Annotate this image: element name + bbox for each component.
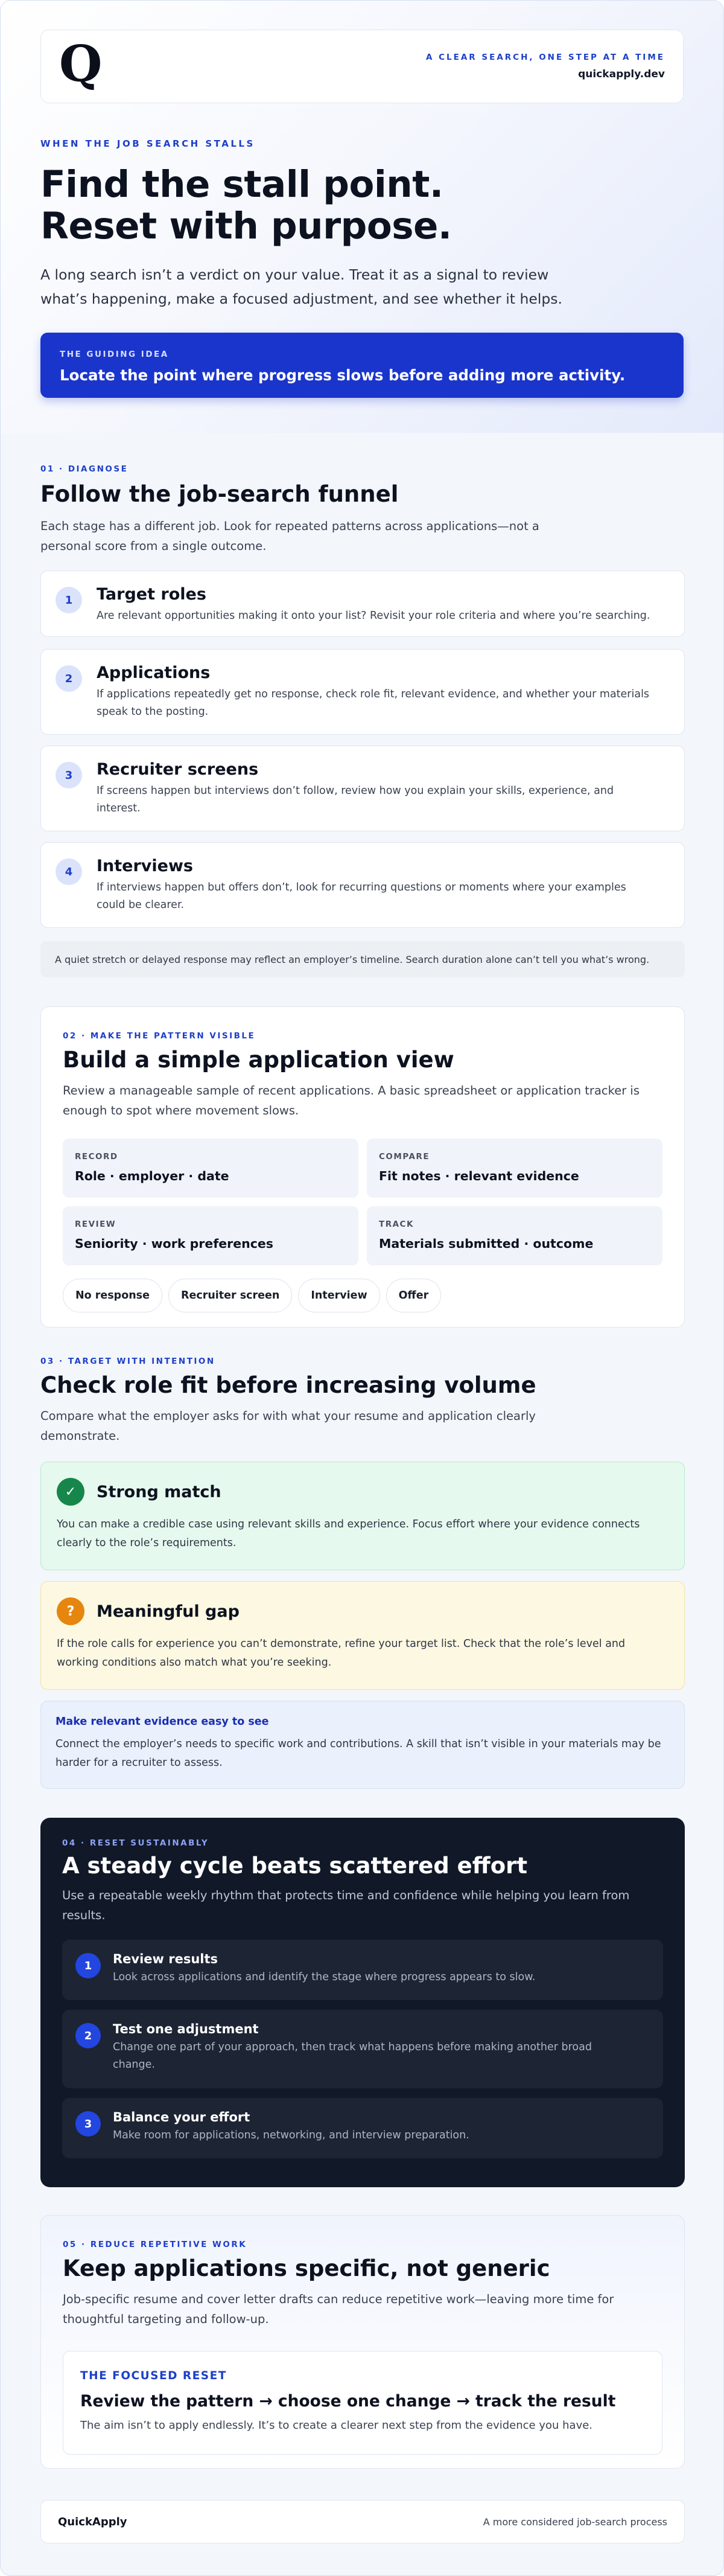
- guide-text: Locate the point where progress slows before adding more activity.: [60, 366, 626, 384]
- section-eyebrow: 04 · RESET SUSTAINABLY: [62, 1838, 209, 1848]
- title-line-1: Find the stall point.: [40, 163, 443, 206]
- meaningful-gap-card: [40, 1581, 685, 1690]
- tracker-field: [367, 1206, 662, 1265]
- step-title: Review results: [113, 1952, 218, 1966]
- funnel-stage: [40, 842, 685, 928]
- guiding-idea-banner: [40, 333, 684, 398]
- section-eyebrow: 01 · DIAGNOSE: [40, 464, 129, 474]
- field-label: REVIEW: [75, 1219, 116, 1229]
- section-intro: Job-specific resume and cover letter drafts can reduce repetitive work—leaving more time for thoughtful targeting and follow-up.: [63, 2292, 614, 2326]
- step-description: Change one part of your approach, then track what happens before making another broad change.: [113, 2041, 592, 2071]
- outcome-pill: Offer: [386, 1279, 442, 1312]
- footer-brand[interactable]: QuickApply: [58, 2515, 127, 2528]
- tracker-field: [63, 1206, 358, 1265]
- funnel-stage: [40, 570, 685, 637]
- tracker-field: [367, 1139, 662, 1198]
- funnel-stage: [40, 746, 685, 831]
- card-description: If the role calls for experience you can’t demonstrate, refine your target list. Check that the role’s level and working conditions also match what you’re seeking.: [57, 1638, 626, 1669]
- section-intro: Compare what the employer asks for with what your resume and application clearly demonstrate.: [40, 1409, 536, 1443]
- tracker-fields: [63, 1139, 662, 1265]
- logo[interactable]: Q: [59, 35, 103, 93]
- card-title: Make relevant evidence easy to see: [56, 1716, 269, 1728]
- question-icon: ?: [57, 1597, 84, 1625]
- section-eyebrow: 05 · REDUCE REPETITIVE WORK: [63, 2240, 247, 2249]
- section-title: Keep applications specific, not generic: [63, 2255, 550, 2281]
- section-eyebrow: 03 · TARGET WITH INTENTION: [40, 1357, 215, 1366]
- page-title: [40, 164, 684, 247]
- step-number: 3: [75, 2111, 101, 2137]
- step-number: 2: [75, 2023, 101, 2048]
- card-title: Strong match: [97, 1482, 221, 1501]
- funnel-stage: [40, 649, 685, 735]
- section-intro: Review a manageable sample of recent applications. A basic spreadsheet or application tracker is enough to spot where movement slows.: [63, 1084, 640, 1117]
- strong-match-card: [40, 1462, 685, 1570]
- stage-description: If screens happen but interviews don’t follow, review how you explain your skills, experience, and interest.: [97, 785, 614, 814]
- hero-eyebrow: WHEN THE JOB SEARCH STALLS: [40, 138, 255, 149]
- stage-number: 4: [56, 858, 82, 885]
- guide-label: THE GUIDING IDEA: [60, 350, 169, 359]
- cycle-step: [62, 2010, 663, 2088]
- evidence-card: [40, 1701, 685, 1789]
- hero-section: [1, 30, 723, 398]
- pattern-section: [40, 1006, 685, 1328]
- footer-tagline: A more considered job-search process: [483, 2516, 667, 2528]
- field-label: RECORD: [75, 1152, 118, 1162]
- section-title: Follow the job-search funnel: [40, 481, 399, 507]
- outcome-pills: [63, 1279, 662, 1312]
- hero-intro: A long search isn’t a verdict on your value. Treat it as a signal to review what’s happening, make a focused adjustment, and see whether it helps.: [40, 266, 562, 307]
- stage-title: Applications: [97, 663, 211, 682]
- stage-number: 3: [56, 762, 82, 788]
- stage-description: Are relevant opportunities making it onto your list? Revisit your role criteria and where you’re searching.: [97, 610, 650, 622]
- step-description: Look across applications and identify the stage where progress appears to slow.: [113, 1971, 536, 1983]
- specific-section: [40, 2215, 685, 2469]
- section-title: A steady cycle beats scattered effort: [62, 1853, 528, 1879]
- step-description: Make room for applications, networking, and interview preparation.: [113, 2129, 469, 2141]
- cycle-section: [40, 1818, 685, 2187]
- site-domain[interactable]: quickapply.dev: [578, 68, 665, 80]
- site-footer: [40, 2500, 685, 2543]
- focused-reset-card: [63, 2351, 662, 2455]
- stage-title: Recruiter screens: [97, 760, 259, 779]
- section-title: Check role fit before increasing volume: [40, 1372, 536, 1398]
- section-eyebrow: 02 · MAKE THE PATTERN VISIBLE: [63, 1031, 256, 1041]
- outcome-pill: Recruiter screen: [168, 1279, 292, 1312]
- fit-section: [40, 1357, 685, 1769]
- cycle-step: [62, 1940, 663, 2000]
- card-description: You can make a credible case using relevant skills and experience. Focus effort where your evidence connects clearly to the role’s requirements.: [57, 1518, 640, 1549]
- header-meta: [426, 53, 665, 80]
- cycle-step: [62, 2098, 663, 2158]
- section-intro: Use a repeatable weekly rhythm that protects time and confidence while helping you learn from results.: [62, 1888, 630, 1922]
- card-title: Meaningful gap: [97, 1602, 240, 1621]
- field-label: TRACK: [379, 1219, 414, 1229]
- section-title: Build a simple application view: [63, 1047, 454, 1073]
- stage-description: If interviews happen but offers don’t, look for recurring questions or moments where your examples could be clearer.: [97, 881, 626, 911]
- stage-description: If applications repeatedly get no response, check role fit, relevant evidence, and whether your materials speak to the posting.: [97, 688, 650, 718]
- stage-title: Interviews: [97, 857, 193, 875]
- reset-label: THE FOCUSED RESET: [80, 2370, 227, 2382]
- field-label: COMPARE: [379, 1152, 430, 1162]
- outcome-pill: No response: [63, 1279, 162, 1312]
- step-number: 1: [75, 1953, 101, 1978]
- field-value: Role · employer · date: [75, 1169, 229, 1183]
- diagnose-note: A quiet stretch or delayed response may reflect an employer’s timeline. Search duration alone can’t tell you what’s wrong.: [40, 941, 685, 977]
- title-line-2: Reset with purpose.: [40, 205, 452, 248]
- step-title: Balance your effort: [113, 2110, 250, 2124]
- reset-title: Review the pattern → choose one change → track the result: [80, 2392, 616, 2411]
- reset-description: The aim isn’t to apply endlessly. It’s to create a clearer next step from the evidence you have.: [80, 2419, 593, 2432]
- card-description: Connect the employer’s needs to specific work and contributions. A skill that isn’t visible in your materials may be harder for a recruiter to assess.: [56, 1738, 661, 1769]
- field-value: Materials submitted · outcome: [379, 1236, 594, 1251]
- stage-title: Target roles: [97, 585, 206, 604]
- field-value: Fit notes · relevant evidence: [379, 1169, 579, 1183]
- check-icon: ✓: [57, 1478, 84, 1506]
- tracker-field: [63, 1139, 358, 1198]
- section-intro: Each stage has a different job. Look for repeated patterns across applications—not a personal score from a single outcome.: [40, 519, 539, 553]
- outcome-pill: Interview: [298, 1279, 379, 1312]
- stage-number: 2: [56, 665, 82, 692]
- header-tagline: A CLEAR SEARCH, ONE STEP AT A TIME: [425, 53, 665, 62]
- diagnose-section: [40, 464, 685, 965]
- field-value: Seniority · work preferences: [75, 1236, 274, 1251]
- step-title: Test one adjustment: [113, 2022, 259, 2036]
- stage-number: 1: [56, 587, 82, 613]
- site-header: [40, 30, 684, 103]
